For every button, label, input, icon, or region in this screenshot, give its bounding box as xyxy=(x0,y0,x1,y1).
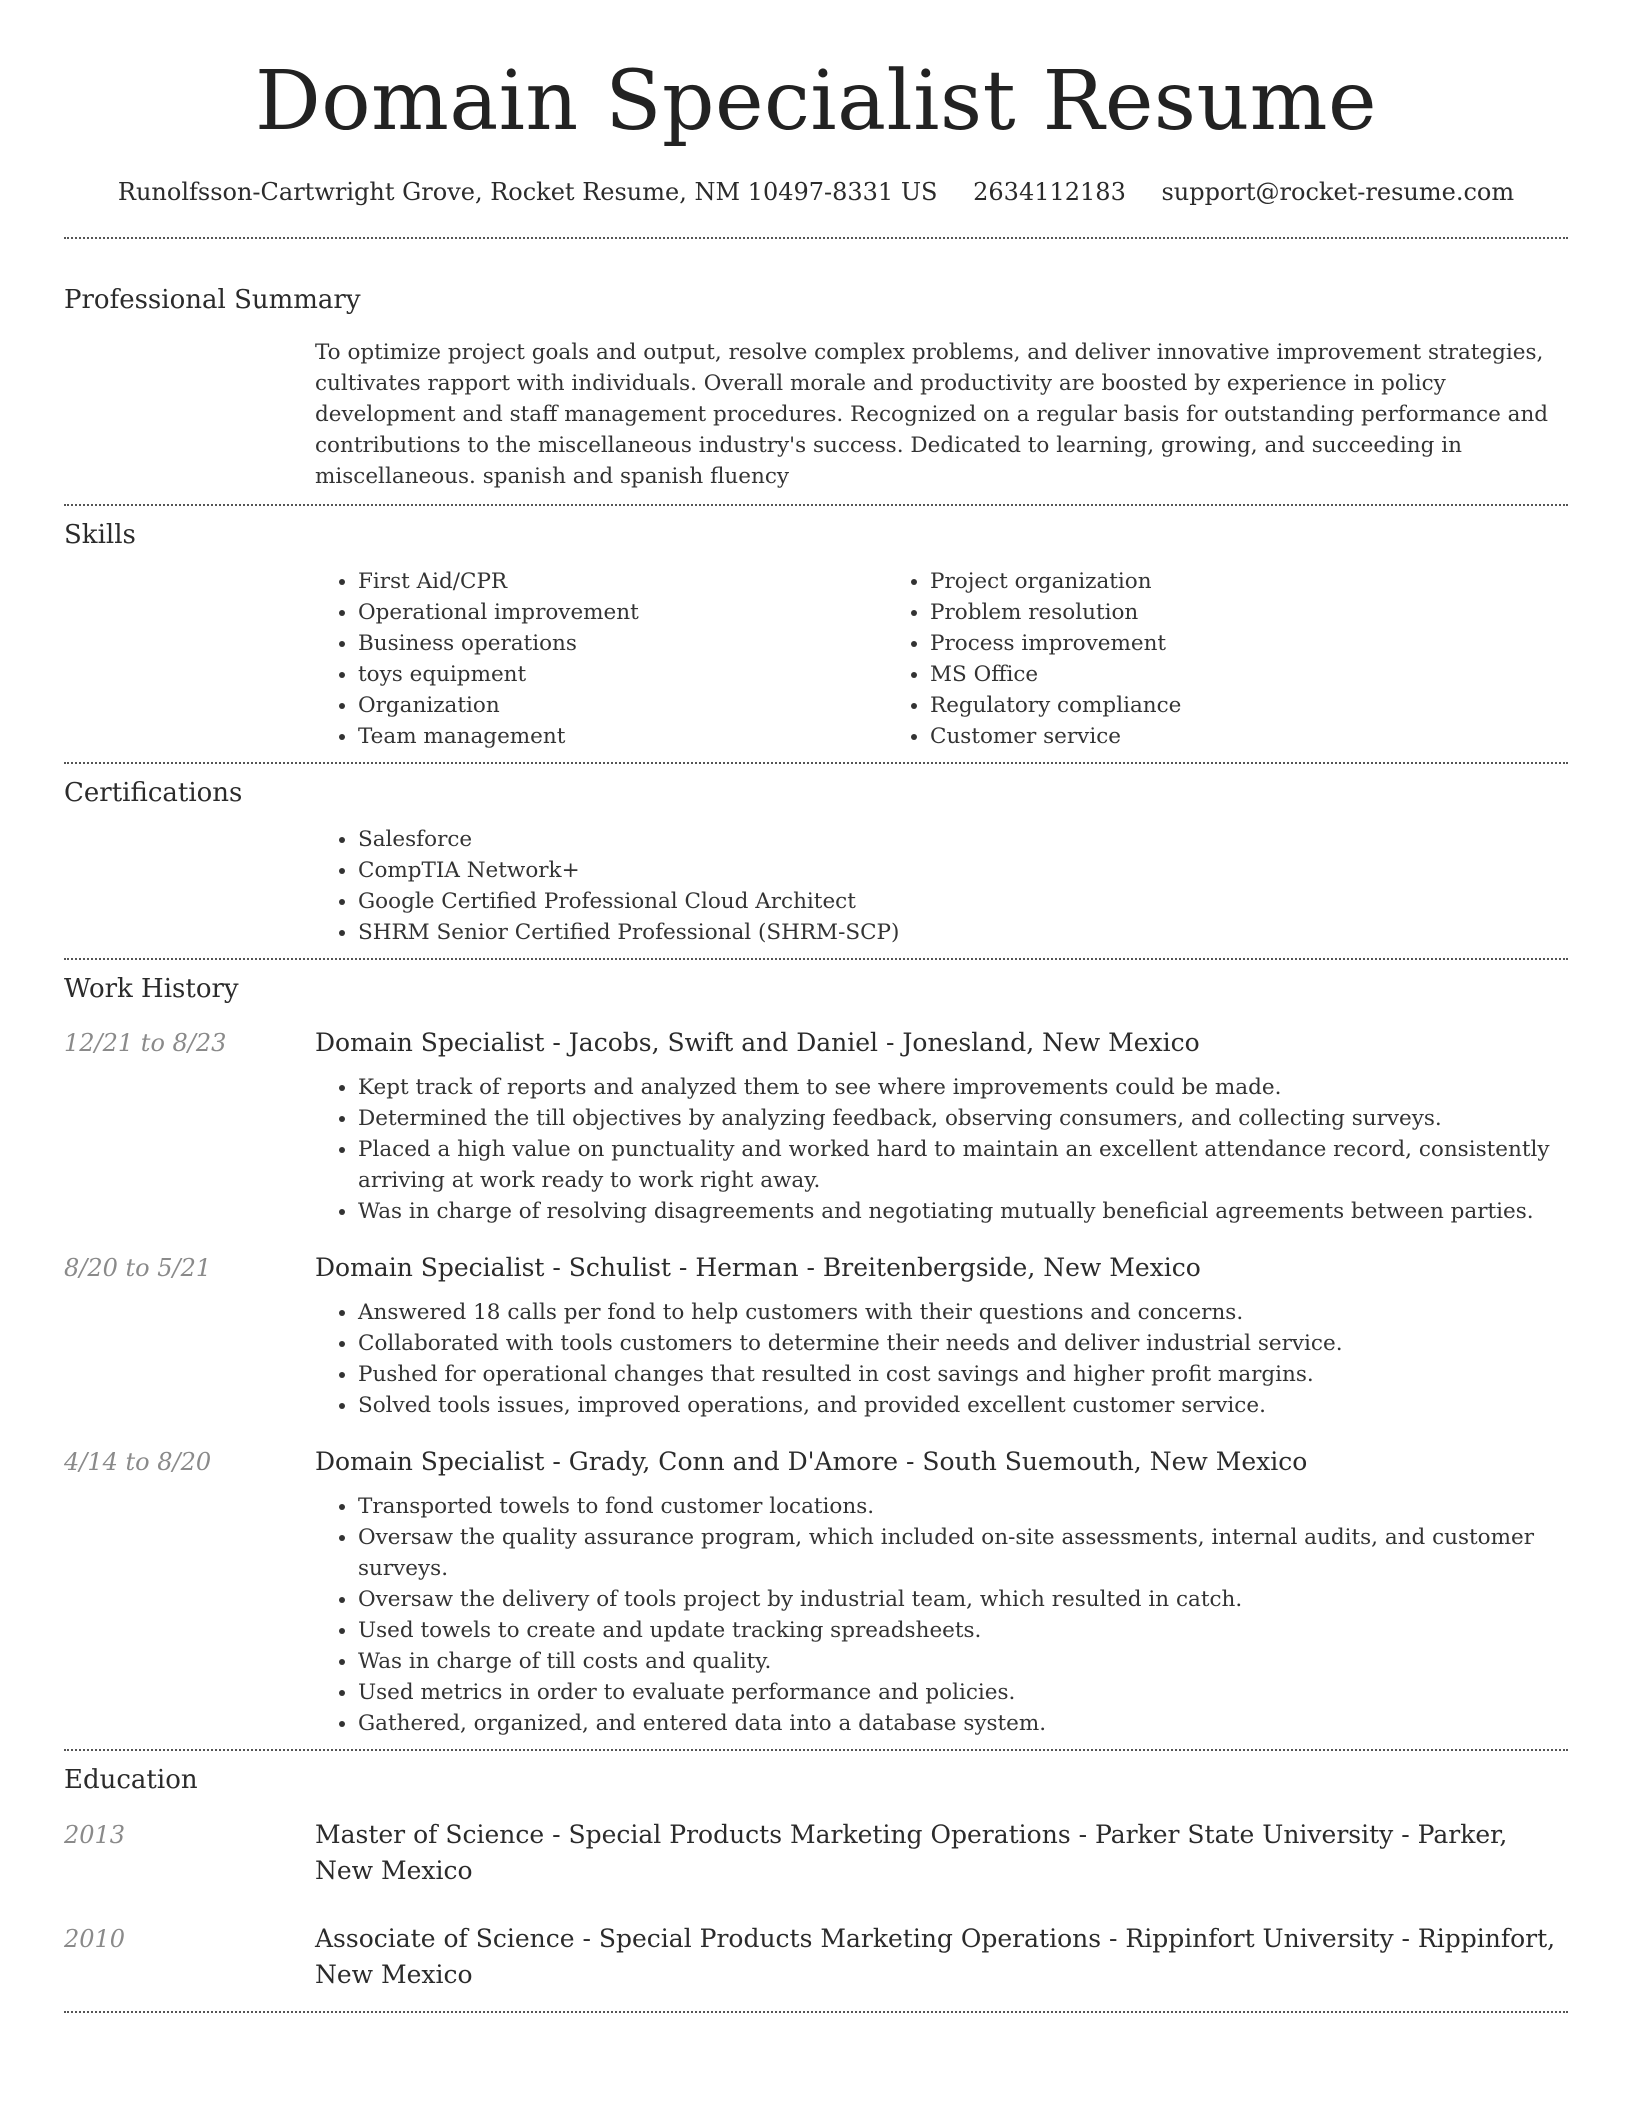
education-entry xyxy=(64,1817,1568,1889)
job-dates: 12/21 to 8/23 xyxy=(64,1029,227,1057)
job-bullet: • Was in charge of resolving disagreements and negotiating mutually beneficial agreements between parties. xyxy=(358,1196,1568,1227)
job-bullet: • Oversaw the delivery of tools project by industrial team, which resulted in catch. xyxy=(358,1584,1568,1615)
job-heading: Domain Specialist - Jacobs, Swift and Daniel - Jonesland, New Mexico xyxy=(315,1028,1200,1057)
section-title-education: Education xyxy=(64,1765,198,1795)
certification-item: • SHRM Senior Certified Professional (SHRM-SCP) xyxy=(358,917,1568,948)
skill-item: • Problem resolution xyxy=(930,597,1459,628)
certifications-list xyxy=(315,824,1568,948)
summary-section xyxy=(64,239,1568,504)
job-bullet: • Was in charge of till costs and quality. xyxy=(358,1646,1568,1677)
job-bullet: • Used towels to create and update tracking spreadsheets. xyxy=(358,1615,1568,1646)
section-title-work: Work History xyxy=(64,974,239,1004)
skill-item: • toys equipment xyxy=(358,659,887,690)
education-entry xyxy=(64,1921,1568,1993)
skills-list-right xyxy=(887,566,1459,752)
certifications-section xyxy=(64,764,1568,958)
education-heading: Master of Science - Special Products Marketing Operations - Parker State University - Parker, New Mexico xyxy=(315,1820,1508,1885)
education-heading: Associate of Science - Special Products Marketing Operations - Rippinfort University - Rippinfort, New Mexico xyxy=(315,1924,1556,1989)
skill-item: • Organization xyxy=(358,690,887,721)
skills-section xyxy=(64,506,1568,762)
job-bullet: • Gathered, organized, and entered data into a database system. xyxy=(358,1708,1568,1739)
certification-item: • Google Certified Professional Cloud Architect xyxy=(358,886,1568,917)
job-bullet: • Kept track of reports and analyzed them to see where improvements could be made. xyxy=(358,1072,1568,1103)
job-bullet: • Transported towels to fond customer locations. xyxy=(358,1491,1568,1522)
job-bullet: • Solved tools issues, improved operations, and provided excellent customer service. xyxy=(358,1390,1568,1421)
job-bullet: • Oversaw the quality assurance program, which included on-site assessments, internal audits, and customer surveys. xyxy=(358,1522,1568,1584)
skill-item: • Business operations xyxy=(358,628,887,659)
skills-list-left xyxy=(315,566,887,752)
resume-title: Domain Specialist Resume xyxy=(254,54,1378,149)
job-bullets xyxy=(315,1297,1568,1421)
job-entry xyxy=(64,1251,1568,1421)
job-dates: 8/20 to 5/21 xyxy=(64,1254,212,1282)
job-entry xyxy=(64,1445,1568,1749)
section-title-summary: Professional Summary xyxy=(64,285,361,315)
section-title-skills: Skills xyxy=(64,520,136,550)
skill-item: • Team management xyxy=(358,721,887,752)
section-title-certifications: Certifications xyxy=(64,778,243,808)
skill-item: • Project organization xyxy=(930,566,1459,597)
skill-item: • First Aid/CPR xyxy=(358,566,887,597)
certifications-list-wrap xyxy=(315,824,1568,958)
skill-item: • Customer service xyxy=(930,721,1459,752)
job-dates: 4/14 to 8/20 xyxy=(64,1448,212,1476)
contact-email: support@rocket-resume.com xyxy=(1161,178,1515,206)
summary-text: To optimize project goals and output, resolve complex problems, and deliver innovative improvement strategies, cultivates rapport with individuals. Overall morale and productivity are boosted by experience in policy development and staff management procedures. Recognized on a regular basis for outstanding performance and contributions to the miscellaneous industry's success. Dedicated to learning, growing, and succeeding in miscellaneous. spanish and spanish fluency xyxy=(315,340,1549,489)
job-bullet: • Pushed for operational changes that resulted in cost savings and higher profit margins. xyxy=(358,1359,1568,1390)
work-history-section xyxy=(64,960,1568,1749)
job-bullet: • Determined the till objectives by analyzing feedback, observing consumers, and collecting surveys. xyxy=(358,1103,1568,1134)
certification-item: • Salesforce xyxy=(358,824,1568,855)
certification-item: • CompTIA Network+ xyxy=(358,855,1568,886)
job-bullet: • Collaborated with tools customers to determine their needs and deliver industrial service. xyxy=(358,1328,1568,1359)
job-heading: Domain Specialist - Schulist - Herman - Breitenbergside, New Mexico xyxy=(315,1253,1201,1282)
skill-item: • Operational improvement xyxy=(358,597,887,628)
education-year: 2013 xyxy=(64,1821,126,1849)
skill-item: • Regulatory compliance xyxy=(930,690,1459,721)
job-entry xyxy=(64,1026,1568,1227)
job-bullets xyxy=(315,1491,1568,1739)
skills-columns xyxy=(315,566,1568,762)
education-year: 2010 xyxy=(64,1925,126,1953)
education-section xyxy=(64,1751,1568,2011)
job-bullet: • Used metrics in order to evaluate performance and policies. xyxy=(358,1677,1568,1708)
contact-line xyxy=(64,176,1568,208)
contact-address: Runolfsson-Cartwright Grove, Rocket Resume, NM 10497-8331 US xyxy=(117,178,938,206)
job-bullet: • Answered 18 calls per fond to help customers with their questions and concerns. xyxy=(358,1297,1568,1328)
resume-page xyxy=(64,0,1568,2013)
contact-phone: 2634112183 xyxy=(973,178,1126,206)
job-bullets xyxy=(315,1072,1568,1227)
job-heading: Domain Specialist - Grady, Conn and D'Amore - South Suemouth, New Mexico xyxy=(315,1447,1308,1476)
job-bullet: • Placed a high value on punctuality and worked hard to maintain an excellent attendance record, consistently arriving at work ready to work right away. xyxy=(358,1134,1568,1196)
section-divider xyxy=(64,2011,1568,2013)
skill-item: • Process improvement xyxy=(930,628,1459,659)
skill-item: • MS Office xyxy=(930,659,1459,690)
